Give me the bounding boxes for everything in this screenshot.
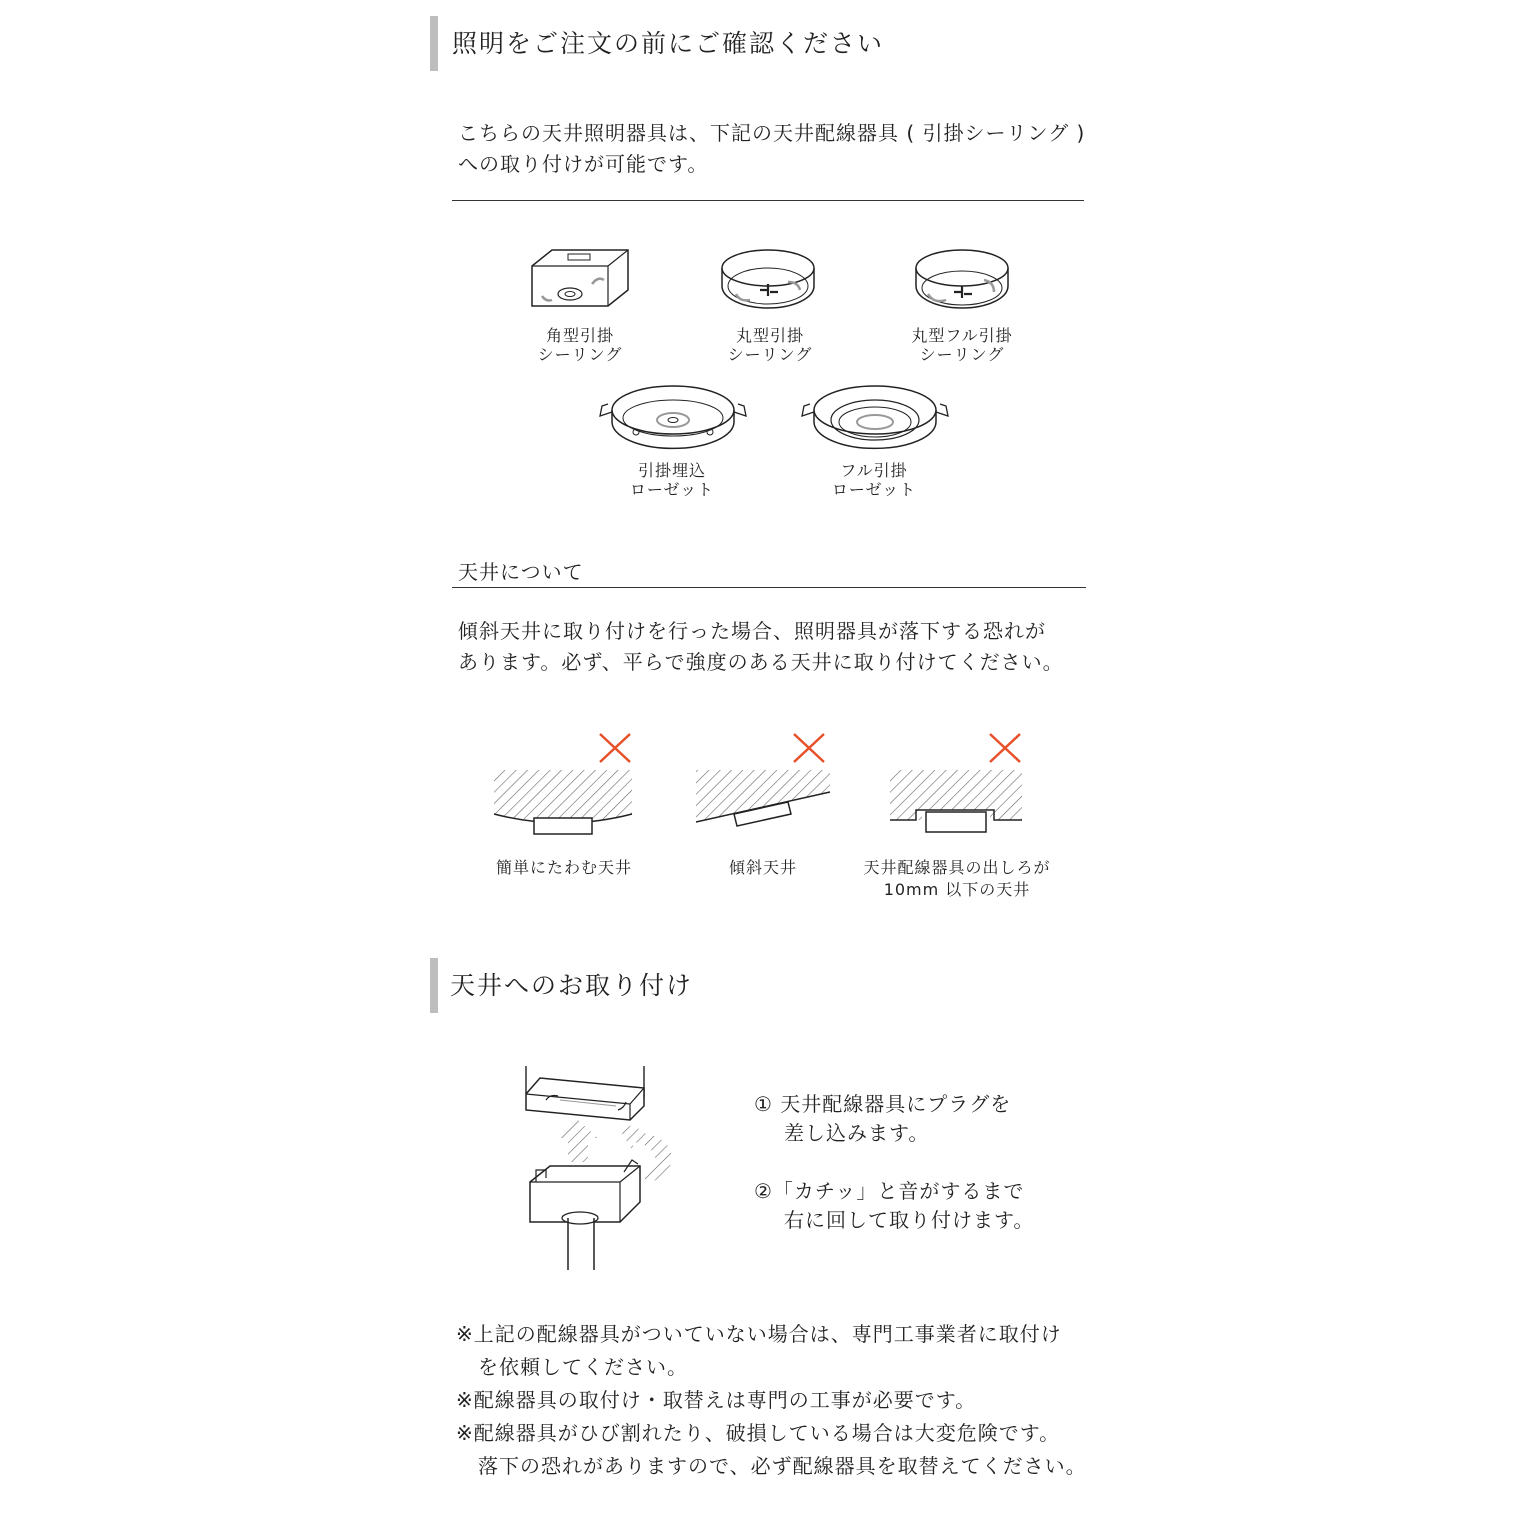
caption-line: 天井配線器具の出しろが [863,858,1051,877]
fixture-caption-round-full [892,326,1032,364]
caption-line: 丸型フル引掛 [911,326,1013,345]
ceiling-divider [452,587,1086,588]
note-3-line-2: 落下の恐れがありますので、必ず配線器具を取替えてください。 [478,1454,1087,1478]
case-caption-sagging [484,858,644,877]
intro-line-1: こちらの天井照明器具は、下記の天井配線器具 ( 引掛シーリング ) [458,121,1086,145]
round-full-ceiling-fixture-icon [912,246,1012,312]
caption-line: 傾斜天井 [728,858,797,877]
square-ceiling-fixture-icon [528,246,632,310]
caption-line: シーリング [919,345,1005,364]
ceiling-subtitle: 天井について [458,560,584,584]
ceiling-warning-text [458,616,1064,678]
case-caption-clearance [852,858,1062,899]
cross-mark-icon [990,734,1020,762]
fixture-caption-square [518,326,642,364]
section-title-before-order: 照明をご注文の前にご確認ください [452,29,885,58]
fixture-caption-round [708,326,832,364]
section-title-ceiling-install: 天井へのお取り付け [450,971,694,1000]
embedded-rosette-fixture-icon [594,382,752,452]
step-1-line-2: 差し込みます。 [784,1121,930,1145]
caption-line: 簡単にたわむ天井 [495,858,632,877]
section-accent-bar [430,16,438,71]
sloped-ceiling-illustration [694,728,834,838]
step-2-line-1: ②「カチッ」と音がするまで [754,1179,1025,1203]
full-rosette-fixture-icon [796,382,954,452]
caption-line: 10mm 以下の天井 [883,880,1031,899]
intro-text [458,118,1085,180]
cross-mark-icon [794,734,824,762]
sagging-ceiling-illustration [490,728,640,838]
caption-line: 角型引掛 [545,326,614,345]
section-accent-bar [430,958,438,1013]
round-ceiling-fixture-icon [718,246,818,312]
note-2-line-1: ※配線器具の取付け・取替えは専門の工事が必要です。 [456,1388,977,1412]
caption-line: 引掛埋込 [637,461,706,480]
install-steps [754,1090,1034,1235]
ceiling-line-2: あります。必ず、平らで強度のある天井に取り付けてください。 [458,650,1064,674]
caption-line: シーリング [537,345,623,364]
step-2-line-2: 右に回して取り付けます。 [784,1208,1035,1232]
divider [452,200,1084,201]
plug-installation-illustration [520,1066,690,1270]
fixture-caption-full-rosette [812,461,936,499]
note-1-line-1: ※上記の配線器具がついていない場合は、専門工事業者に取付け [456,1322,1062,1346]
note-1-line-2: を依頼してください。 [478,1355,688,1379]
fixture-caption-embedded-rosette [610,461,734,499]
cross-mark-icon [600,734,630,762]
ceiling-line-1: 傾斜天井に取り付けを行った場合、照明器具が落下する恐れが [458,619,1046,643]
caption-line: ローゼット [629,480,715,499]
recessed-ceiling-illustration [886,728,1026,838]
case-caption-sloped [690,858,836,877]
notes [456,1318,1087,1483]
caption-line: 丸型引掛 [735,326,804,345]
step-1-line-1: ① 天井配線器具にプラグを [754,1092,1012,1116]
caption-line: ローゼット [831,480,917,499]
intro-line-2: への取り付けが可能です。 [458,152,709,176]
caption-line: シーリング [727,345,813,364]
note-3-line-1: ※配線器具がひび割れたり、破損している場合は大変危険です。 [456,1421,1061,1445]
caption-line: フル引掛 [840,461,908,480]
